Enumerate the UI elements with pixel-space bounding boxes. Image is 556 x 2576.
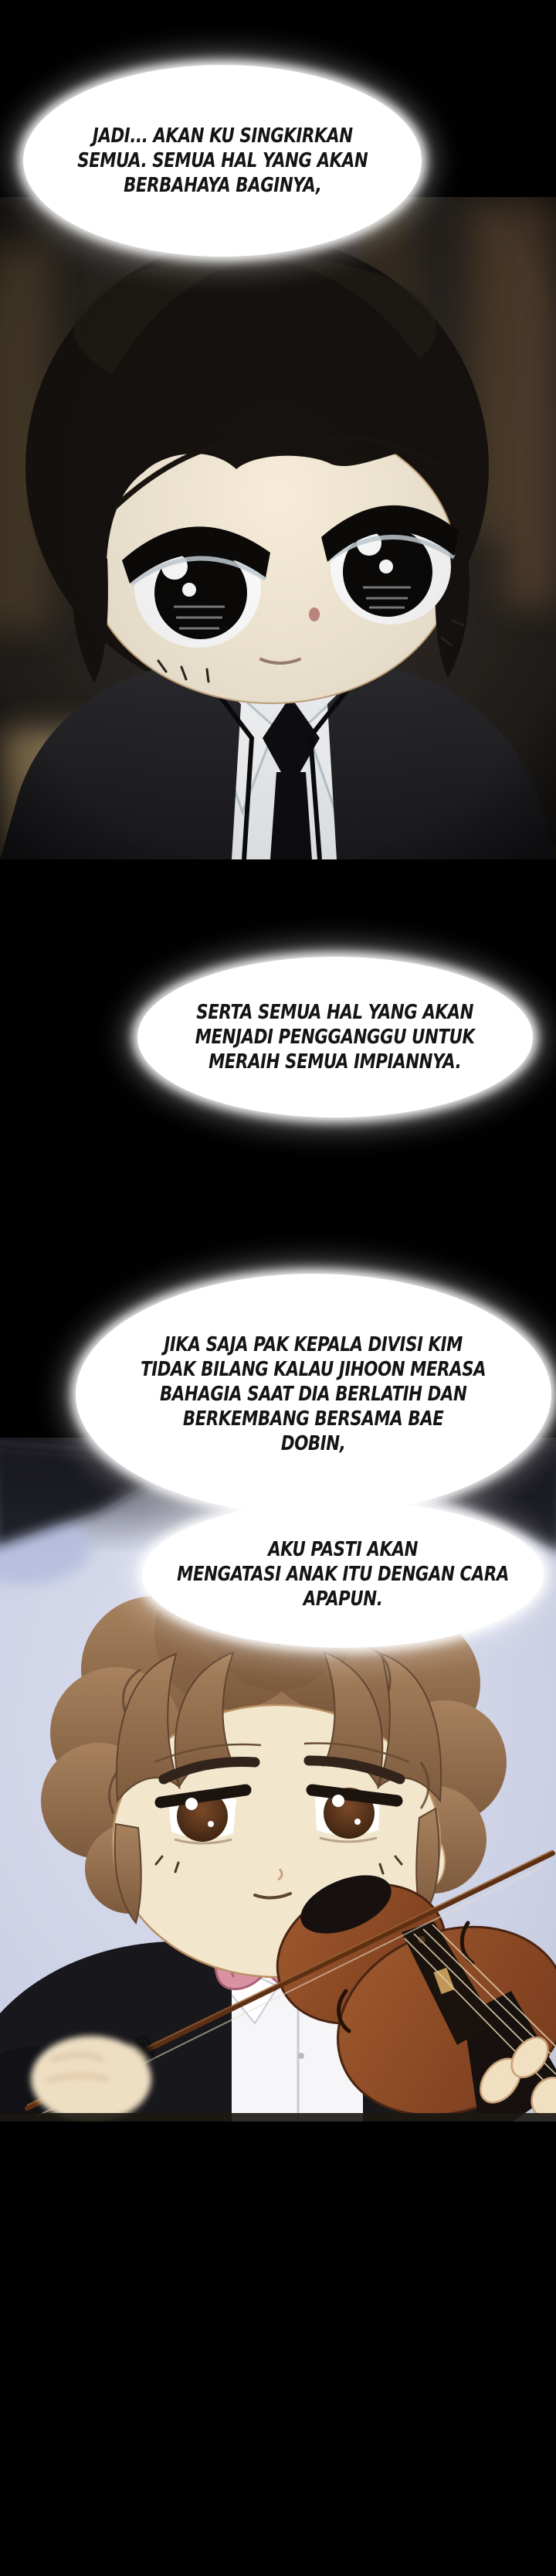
- bubble-line: DOBIN,: [281, 1432, 346, 1455]
- shirt-button: [298, 2053, 304, 2059]
- bubble-line: BERKEMBANG BERSAMA BAE: [183, 1407, 444, 1431]
- bubble-line: JADI... AKAN KU SINGKIRKAN: [92, 124, 353, 148]
- fine-tuner: [418, 1936, 425, 1944]
- bubble-line: AKU PASTI AKAN: [267, 1538, 419, 1561]
- bubble-1-text: [77, 124, 368, 198]
- right-hand: [31, 2036, 151, 2122]
- panel-1: [0, 197, 556, 859]
- bubble-line: BAHAGIA SAAT DIA BERLATIH DAN: [160, 1383, 467, 1406]
- bubble-line: MENJADI PENGGANGGU UNTUK: [195, 1026, 475, 1049]
- bubble-line: SEMUA. SEMUA HAL YANG AKAN: [76, 149, 368, 172]
- panel-2-bottom-edge: [0, 2113, 556, 2122]
- speech-bubble-3: [76, 1274, 551, 1515]
- bubble-3-text: [141, 1332, 486, 1456]
- speech-bubble-1: [23, 65, 422, 257]
- bubble-line: SERTA SEMUA HAL YANG AKAN: [196, 1001, 474, 1024]
- bubble-2-text: [195, 1000, 475, 1074]
- panel-1-art: [0, 197, 556, 859]
- bubble-line: MERAIH SEMUA IMPIANNYA.: [208, 1050, 462, 1074]
- speech-bubble-2: [137, 957, 533, 1118]
- panel-1-vignette: [0, 197, 556, 859]
- bubble-line: TIDAK BILANG KALAU JIHOON MERASA: [141, 1358, 486, 1381]
- bubble-line: BERBAHAYA BAGINYA,: [123, 174, 322, 197]
- speech-bubble-4: [142, 1501, 544, 1648]
- bubble-line: MENGATASI ANAK ITU DENGAN CARA: [177, 1563, 509, 1586]
- bubble-line: JIKA SAJA PAK KEPALA DIVISI KIM: [164, 1333, 463, 1356]
- bubble-4-text: [177, 1537, 509, 1611]
- bubble-line: APAPUN.: [303, 1587, 383, 1611]
